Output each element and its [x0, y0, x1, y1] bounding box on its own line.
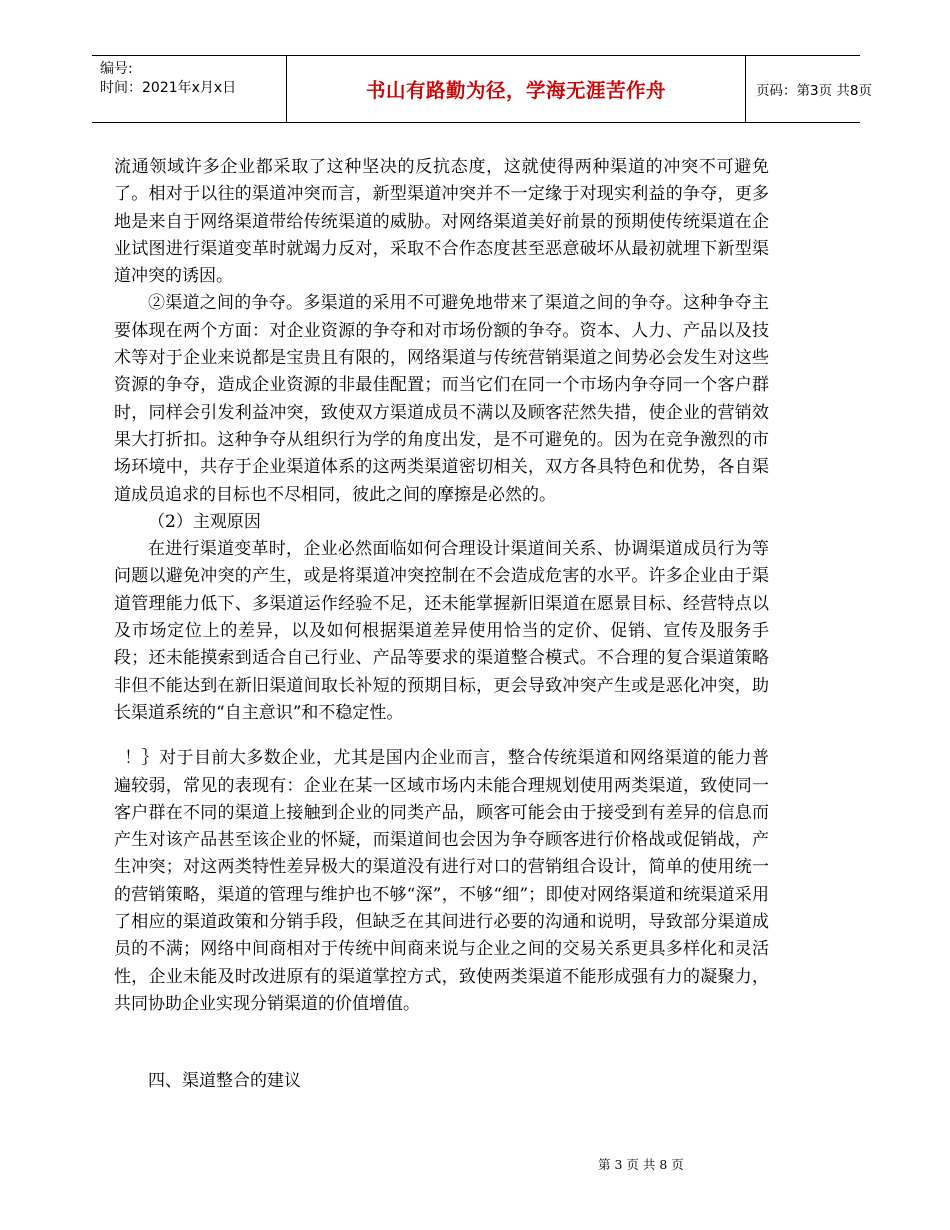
subheading-subjective-reasons: （2）主观原因 [148, 511, 261, 532]
document-body [114, 154, 769, 1018]
date-label: 时间：2021年x月x日 [100, 80, 237, 96]
header-motto: 书山有路勤为径，学海无涯苦作舟 [286, 56, 746, 122]
paragraph-4: 在进行渠道变革时，企业必然面临如何合理设计渠道间关系、协调渠道成员行为等问题以避免冲突的产生，或是将渠道冲突控制在不会造成危害的水平。许多企业由于渠道管理能力低下、多渠道运作经验不足，还未能掌握新旧渠道在愿景目标、经营特点以及市场定位上的差异，以及如何根据渠道差异使用恰当的定价、促销、宣传及服务手段；还未能摸索到适合自己行业、产品等要求的渠道整合模式。不合理的复合渠道策略非但不能达到在新旧渠道间取长补短的预期目标，更会导致冲突产生或是恶化冲突，助长渠道系统的“自主意识”和不稳定性。 [114, 539, 769, 723]
paragraph-5: ！｝对于目前大多数企业，尤其是国内企业而言，整合传统渠道和网络渠道的能力普遍较弱，常见的表现有：企业在某一区域市场内未能合理规划使用两类渠道，致使同一客户群在不同的渠道上接触到企业的同类产品，顾客可能会由于接受到有差异的信息而产生对该产品甚至该企业的怀疑，而渠道间也会因为争夺顾客进行价格战或促销战，产生冲突；对这两类特性差异极大的渠道没有进行对口的营销组合设计，简单的使用统一的营销策略，渠道的管理与维护也不够“深”，不够“细”；即使对网络渠道和统渠道采用了相应的渠道政策和分销手段，但缺乏在其间进行必要的沟通和说明，导致部分渠道成员的不满；网络中间商相对于传统中间商来说与企业之间的交易关系更具多样化和灵活性，企业未能及时改进原有的渠道掌控方式，致使两类渠道不能形成强有力的凝聚力，共同协助企业实现分销渠道的价值增值。 [114, 748, 769, 1014]
doc-number-label: 编号: [100, 61, 133, 77]
header-page-info: 页码：第3页 共8页 [756, 83, 872, 99]
page-footer: 第 3 页 共 8 页 [598, 1157, 684, 1172]
section-4-title: 四、渠道整合的建议 [148, 1071, 301, 1091]
header-meta [100, 60, 288, 98]
paragraph-2: ②渠道之间的争夺。多渠道的采用不可避免地带来了渠道之间的争夺。这种争夺主要体现在两个方面：对企业资源的争夺和对市场份额的争夺。资本、人力、产品以及技术等对于企业来说都是宝贵且有限的，网络渠道与传统营销渠道之间势必会发生对这些资源的争夺，造成企业资源的非最佳配置；而当它们在同一个市场内争夺同一个客户群时，同样会引发利益冲突，致使双方渠道成员不满以及顾客茫然失措，使企业的营销效果大打折扣。这种争夺从组织行为学的角度出发，是不可避免的。因为在竞争激烈的市场环境中，共存于企业渠道体系的这两类渠道密切相关，双方各具特色和优势，各自渠道成员追求的目标也不尽相同，彼此之间的摩擦是必然的。 [114, 293, 769, 505]
paragraph-1: 流通领域许多企业都采取了这种坚决的反抗态度，这就使得两种渠道的冲突不可避免了。相对于以往的渠道冲突而言，新型渠道冲突并不一定缘于对现实利益的争夺，更多地是来自于网络渠道带给传统渠道的威胁。对网络渠道美好前景的预期使传统渠道在企业试图进行渠道变革时就竭力反对，采取不合作态度甚至恶意破坏从最初就埋下新型渠道冲突的诱因。 [114, 157, 769, 287]
page-header [92, 55, 872, 123]
